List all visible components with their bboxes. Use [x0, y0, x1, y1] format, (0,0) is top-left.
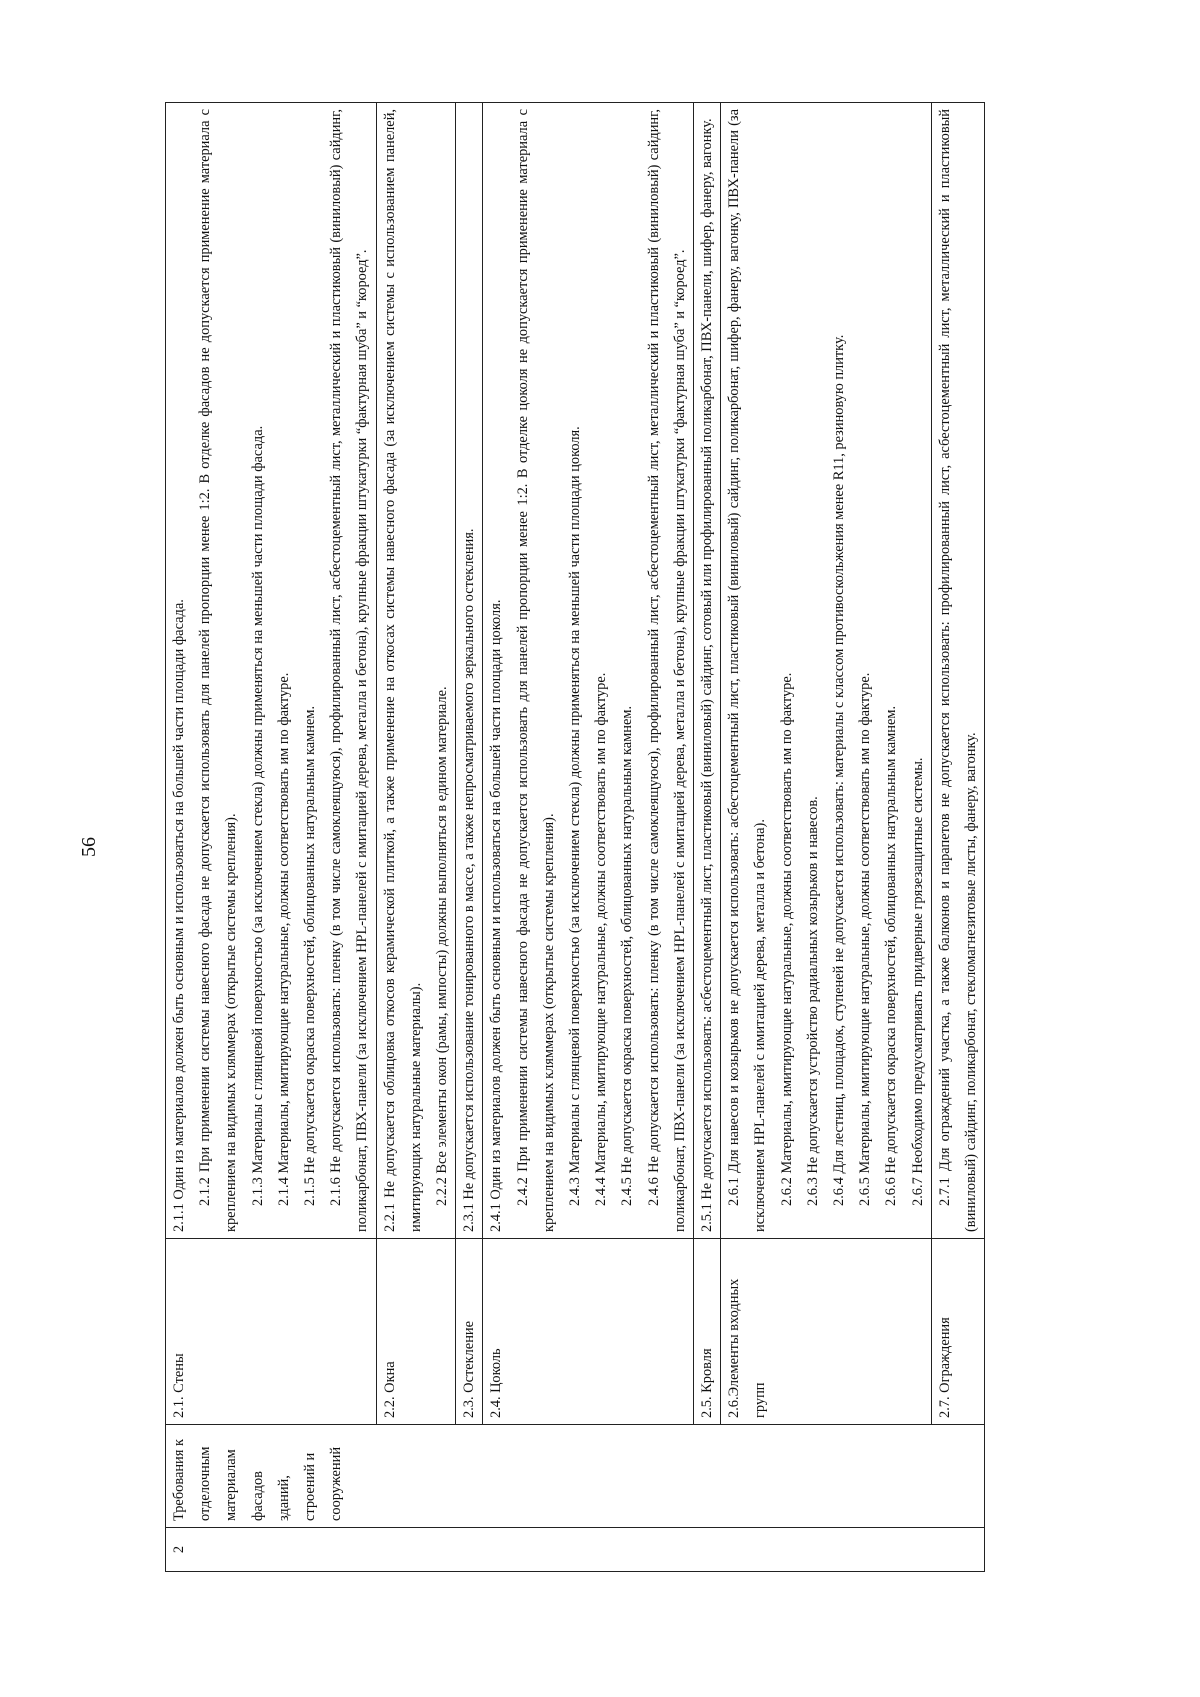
requirement-line: 2.6.7 Необходимо предусматривать придверные грязезащитные системы. [909, 757, 926, 1206]
table-row [721, 103, 932, 1572]
requirement-line: 2.6.6 Не допускается окраска поверхностей, облицованных натуральным камнем. [883, 705, 900, 1206]
subsection-title [931, 1239, 984, 1425]
table-row [483, 103, 694, 1572]
requirement-line: 2.1.2 При применении системы навесного фасада не допускается использовать для панелей пропорции менее 1:2. В отделке фасадов не допускается применение материала с креплением на видимых кляммерах (открытые системы крепления). [197, 109, 240, 1232]
subsection-title-text: 2.1. Стены [171, 1353, 187, 1418]
subsection-title-text: 2.3. Остекление [461, 1321, 478, 1418]
requirements-cell [694, 103, 721, 1239]
requirements-cell [931, 103, 984, 1239]
requirement-line: 2.4.1 Один из материалов должен быть основным и использоваться на большей части площади цоколя. [488, 599, 505, 1232]
requirement-line: 2.4.3 Материалы с глянцевой поверхностью (за исключением стекла) должны применяться на меньшей части площади цоколя. [567, 426, 584, 1206]
requirement-line: 2.6.1 Для навесов и козырьков не допускается использовать: асбестоцементный лист, пластиковый (виниловый) сайдинг, поликарбонат, шифер, фанеру, вагонку, ПВХ-панели (за исключением HPL-панелей с имитацией дерева, металла и бетона). [726, 109, 769, 1232]
subsection-title-text: 2.5. Кровля [699, 1348, 716, 1418]
subsection-title-text: 2.4. Цоколь [488, 1348, 505, 1418]
row-number: 2 [166, 1528, 985, 1572]
section-title: Требования к отделочным материалам фасадов зданий, строений и сооружений [166, 1425, 985, 1528]
subsection-title-text: 2.7. Ограждения [936, 1317, 953, 1418]
requirements-cell [483, 103, 694, 1239]
requirements-cell [721, 103, 932, 1239]
table-row [166, 103, 377, 1572]
requirement-line: 2.1.5 Не допускается окраска поверхностей, облицованных натуральным камнем. [302, 705, 319, 1206]
requirement-line: 2.4.6 Не допускается использовать: пленку (в том числе самоклеящуюся), профилированный лист, асбестоцементный лист, металлический и пластиковый (виниловый) сайдинг, поликарбонат, ПВХ-панели (за исключением HPL-панелей с имитацией дерева, металла и бетона), крупные фракции штукатурки “фактурная шуба” и “короед”. [645, 109, 688, 1232]
requirements-cell [376, 103, 456, 1239]
requirement-line: 2.2.1 Не допускается облицовка откосов керамической плиткой, а также применение на откосах системы навесного фасада (за исключением системы с использованием панелей, имитирующих натуральные материалы). [381, 109, 424, 1232]
page-number: 56 [78, 837, 100, 857]
table-row [376, 103, 456, 1572]
requirement-line: 2.7.1 Для ограждений участка, а также балконов и парапетов не допускается использовать: профилированный лист, асбестоцементный лист, металлический и пластиковый (виниловый) сайдинг, поликарбонат, стекломагнезитовые листы, фанеру, вагонку. [936, 109, 980, 1232]
requirements-cell [166, 103, 377, 1239]
subsection-title [483, 1239, 694, 1425]
subsection-title [694, 1239, 721, 1425]
requirement-line: 2.4.4 Материалы, имитирующие натуральные, должны соответствовать им по фактуре. [593, 672, 610, 1206]
requirement-line: 2.6.2 Материалы, имитирующие натуральные, должны соответствовать им по фактуре. [778, 672, 795, 1206]
requirement-line: 2.6.3 Не допускается устройство радиальных козырьков и навесов. [804, 796, 821, 1206]
requirement-line: 2.4.5 Не допускается окраска поверхностей, облицованных натуральным камнем. [619, 705, 636, 1206]
subsection-title-text: 2.2. Окна [381, 1361, 398, 1418]
subsection-title [721, 1239, 932, 1425]
requirement-line: 2.1.3 Материалы с глянцевой поверхностью (за исключением стекла) должны применяться на меньшей части площади фасада. [249, 425, 266, 1206]
requirement-line: 2.1.4 Материалы, имитирующие натуральные, должны соответствовать им по фактуре. [275, 672, 292, 1206]
requirement-line: 2.6.5 Материалы, имитирующие натуральные, должны соответствовать им по фактуре. [857, 672, 874, 1206]
table-row [931, 103, 984, 1572]
requirement-line: 2.3.1 Не допускается использование тонированного в массе, а также непросматриваемого зеркального остекления. [461, 528, 478, 1232]
requirements-cell [456, 103, 483, 1239]
subsection-title-text: 2.6.Элементы входных групп [726, 1278, 769, 1418]
requirement-line: 2.1.6 Не допускается использовать: пленку (в том числе самоклеящуюся), профилированный лист, асбестоцементный лист, металлический и пластиковый (виниловый) сайдинг, поликарбонат, ПВХ-панели (за исключением HPL-панелей с имитацией дерева, металла и бетона), крупные фракции штукатурки “фактурная шуба” и “короед”. [328, 109, 371, 1232]
subsection-title [456, 1239, 483, 1425]
requirement-line: 2.1.1 Один из материалов должен быть основным и использоваться на большей части площади фасада. [171, 599, 187, 1232]
requirement-line: 2.6.4 Для лестниц, площадок, ступеней не допускается использовать: материалы с классом противоскольжения менее R11, резиновую плитку. [831, 334, 848, 1206]
subsection-title [376, 1239, 456, 1425]
table-row [694, 103, 721, 1572]
requirement-line: 2.2.2 Все элементы окон (рамы, импосты) должны выполняться в едином материале. [434, 686, 451, 1206]
subsection-title [166, 1239, 377, 1425]
table-row [456, 103, 483, 1572]
requirement-line: 2.4.2 При применении системы навесного фасада не допускается использовать для панелей пропорции менее 1:2. В отделке цоколя не допускается применение материала с креплением на видимых кляммерах (открытые системы крепления). [514, 109, 557, 1232]
requirements-table [165, 102, 985, 1572]
requirement-line: 2.5.1 Не допускается использовать: асбестоцементный лист, пластиковый (виниловый) сайдинг, сотовый или профилированный поликарбонат, ПВХ-панели, шифер, фанеру, вагонку. [699, 118, 716, 1232]
